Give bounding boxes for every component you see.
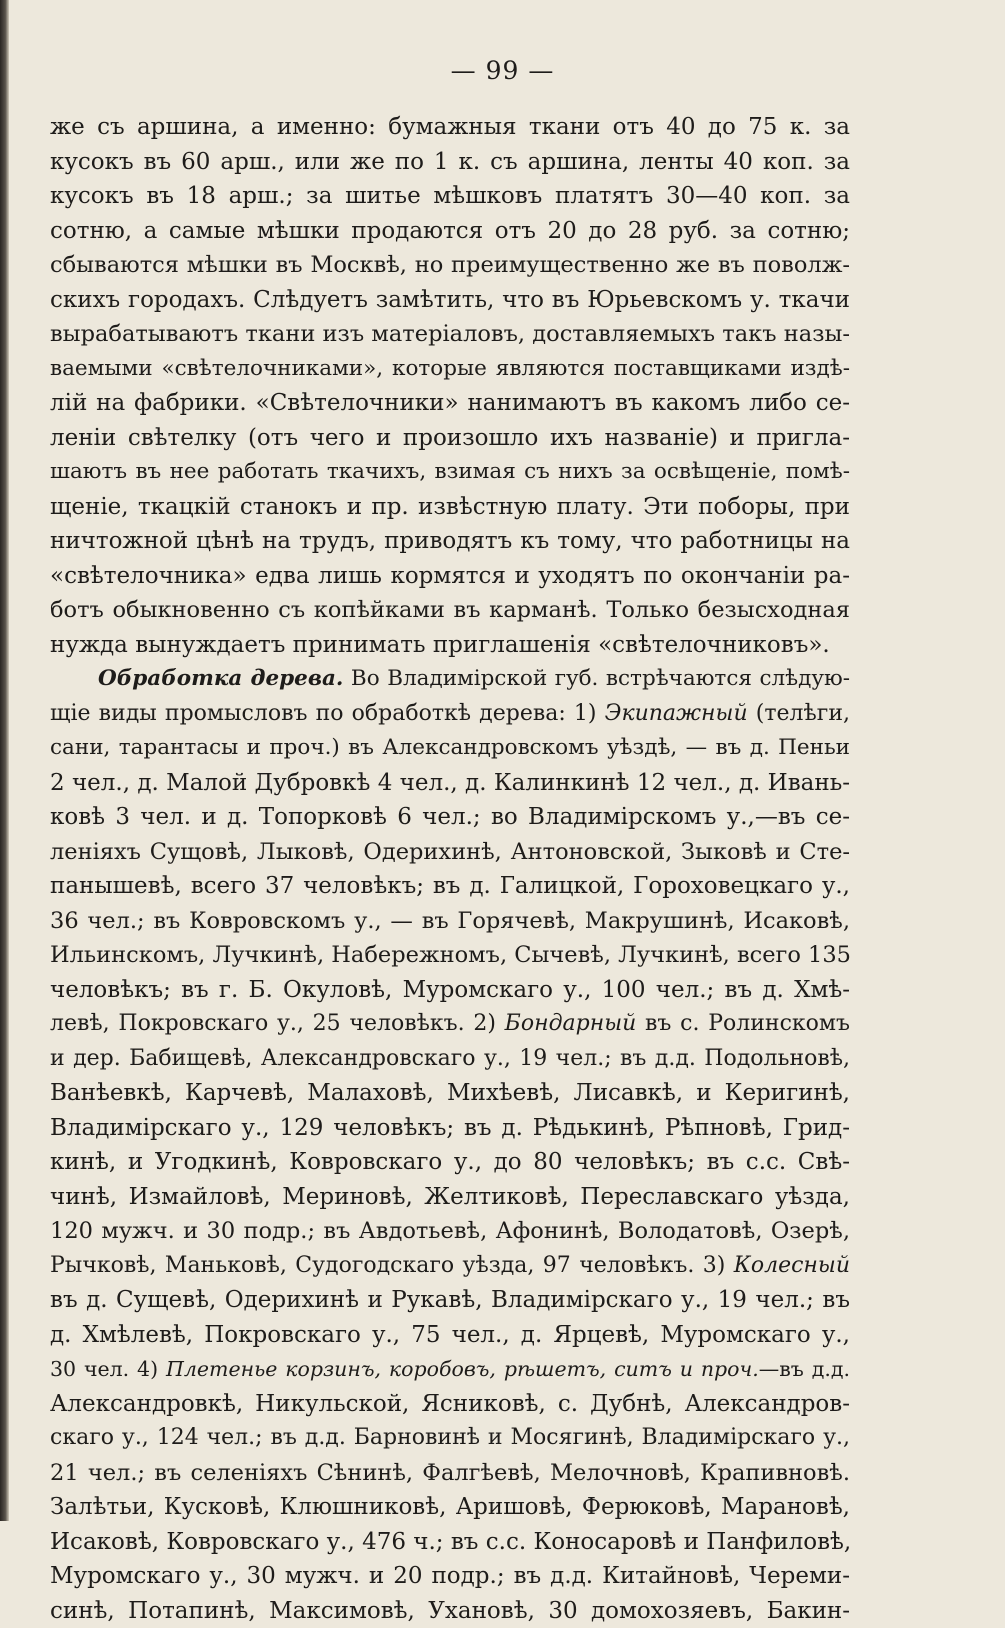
text-line: леніи свѣтелку (отъ чего и произошло ихъ названіе) и пригла- (50, 421, 850, 456)
page-number: — 99 — (0, 56, 1005, 85)
text-line: сани, тарантасы и проч.) въ Александровскомъ уѣздѣ, — въ д. Пеньи (50, 731, 850, 766)
text-line: чинѣ, Измайловѣ, Мериновѣ, Желтиковѣ, Переславскаго уѣзда, (50, 1180, 850, 1215)
text-line: Александровкѣ, Никульской, Ясниковѣ, с. Дубнѣ, Александров- (50, 1387, 850, 1422)
text-line: Муромскаго у., 30 мужч. и 20 подр.; въ д.д. Китайновѣ, Череми- (50, 1559, 850, 1594)
text-line: кусокъ въ 60 арш., или же по 1 к. съ аршина, ленты 40 коп. за (50, 145, 850, 180)
text-line: щеніе, ткацкій станокъ и пр. извѣстную плату. Эти поборы, при (50, 490, 850, 525)
text-line: д. Хмѣлевѣ, Покровскаго у., 75 чел., д. Ярцевѣ, Муромскаго у., (50, 1318, 850, 1353)
section-heading: Обработка дерева. (98, 666, 343, 691)
text-line: вырабатываютъ ткани изъ матеріаловъ, доставляемыхъ такъ назы- (50, 317, 850, 352)
text-line: нужда вынуждаетъ принимать приглашенія «свѣтелочниковъ». (50, 628, 850, 663)
text-line: ничтожной цѣнѣ на трудъ, приводятъ къ тому, что работницы на (50, 524, 850, 559)
text-line: 2 чел., д. Малой Дубровкѣ 4 чел., д. Калинкинѣ 12 чел., д. Ивань- (50, 766, 850, 801)
text-line: «свѣтелочника» едва лишь кормятся и уходятъ по окончаніи ра- (50, 559, 850, 594)
text-line: кинѣ, и Угодкинѣ, Ковровскаго у., до 80 человѣкъ; въ с.с. Свѣ- (50, 1145, 850, 1180)
text-line: кусокъ въ 18 арш.; за шитье мѣшковъ платятъ 30—40 коп. за (50, 179, 850, 214)
text-line: лій на фабрики. «Свѣтелочники» нанимаютъ въ какомъ либо се- (50, 386, 850, 421)
text-line: левѣ, Покровскаго у., 25 человѣкъ. 2) Бондарный въ с. Ролинскомъ (50, 1007, 850, 1042)
text-line: ботъ обыкновенно съ копѣйками въ карманѣ. Только безысходная (50, 593, 850, 628)
text-line: человѣкъ; въ г. Б. Окуловѣ, Муромскаго у., 100 чел.; въ д. Хмѣ- (50, 973, 850, 1008)
text-line: сбываются мѣшки въ Москвѣ, но преимущественно же въ поволж- (50, 248, 850, 283)
text-line: ваемыми «свѣтелочниками», которые являются поставщиками издѣ- (50, 352, 850, 387)
italic-term: Бондарный (505, 1011, 637, 1036)
text-line: леніяхъ Сущовѣ, Лыковѣ, Одерихинѣ, Антоновской, Зыковѣ и Сте- (50, 835, 850, 870)
body-text (50, 110, 850, 1628)
italic-term: Экипажный (605, 701, 748, 726)
text-line: и дер. Бабищевѣ, Александровскаго у., 19 чел.; въ д.д. Подольновѣ, (50, 1042, 850, 1077)
text-line: Ильинскомъ, Лучкинѣ, Набережномъ, Сычевѣ, Лучкинѣ, всего 135 (50, 938, 850, 973)
italic-term: Плетенье корзинъ, коробовъ, рѣшетъ, ситъ и проч. (166, 1357, 759, 1381)
text-line: скаго у., 124 чел.; въ д.д. Барновинѣ и Мосягинѣ, Владимірскаго у., (50, 1421, 850, 1456)
text-line: въ д. Сущевѣ, Одерихинѣ и Рукавѣ, Владимірскаго у., 19 чел.; въ (50, 1283, 850, 1318)
text-line: Исаковѣ, Ковровскаго у., 476 ч.; въ с.с. Коносаровѣ и Панфиловѣ, (50, 1525, 850, 1560)
text-line: 120 мужч. и 30 подр.; въ Авдотьевѣ, Афонинѣ, Володатовѣ, Озерѣ, (50, 1214, 850, 1249)
text-line: шаютъ въ нее работать ткачихъ, взимая съ нихъ за освѣщеніе, помѣ- (50, 455, 850, 490)
text-line: панышевѣ, всего 37 человѣкъ; въ д. Галицкой, Гороховецкаго у., (50, 869, 850, 904)
text-line: щіе виды промысловъ по обработкѣ дерева: 1) Экипажный (телѣги, (50, 697, 850, 732)
text-line: 21 чел.; въ селеніяхъ Сѣнинѣ, Фалгѣевѣ, Мелочновѣ, Крапивновѣ. (50, 1456, 850, 1491)
text-line: синѣ, Потапинѣ, Максимовѣ, Ухановѣ, 30 домохозяевъ, Бакин- (50, 1594, 850, 1628)
italic-term: Колесный (734, 1253, 850, 1278)
text-line: же съ аршина, а именно: бумажныя ткани отъ 40 до 75 к. за (50, 110, 850, 145)
text-line: Залѣтьи, Кусковѣ, Клюшниковѣ, Аришовѣ, Ферюковѣ, Марановѣ, (50, 1490, 850, 1525)
text-line: Рычковѣ, Маньковѣ, Судогодскаго уѣзда, 97 человѣкъ. 3) Колесный (50, 1249, 850, 1284)
text-line: ковѣ 3 чел. и д. Топорковѣ 6 чел.; во Владимірскомъ у.,—въ се- (50, 800, 850, 835)
text-line: сотню, а самые мѣшки продаются отъ 20 до 28 руб. за сотню; (50, 214, 850, 249)
text-line: Ванѣевкѣ, Карчевѣ, Малаховѣ, Михѣевѣ, Лисавкѣ, и Керигинѣ, (50, 1076, 850, 1111)
text-line: скихъ городахъ. Слѣдуетъ замѣтить, что въ Юрьевскомъ у. ткачи (50, 283, 850, 318)
text-line: Владимірскаго у., 129 человѣкъ; въ д. Рѣдькинѣ, Рѣпновѣ, Грид- (50, 1111, 850, 1146)
text-line: Обработка дерева. Во Владимірской губ. встрѣчаются слѣдую- (50, 662, 850, 697)
text-line: 36 чел.; въ Ковровскомъ у., — въ Горячевѣ, Макрушинѣ, Исаковѣ, (50, 904, 850, 939)
text-line: 30 чел. 4) Плетенье корзинъ, коробовъ, рѣшетъ, ситъ и проч.—въ д.д. (50, 1352, 850, 1387)
